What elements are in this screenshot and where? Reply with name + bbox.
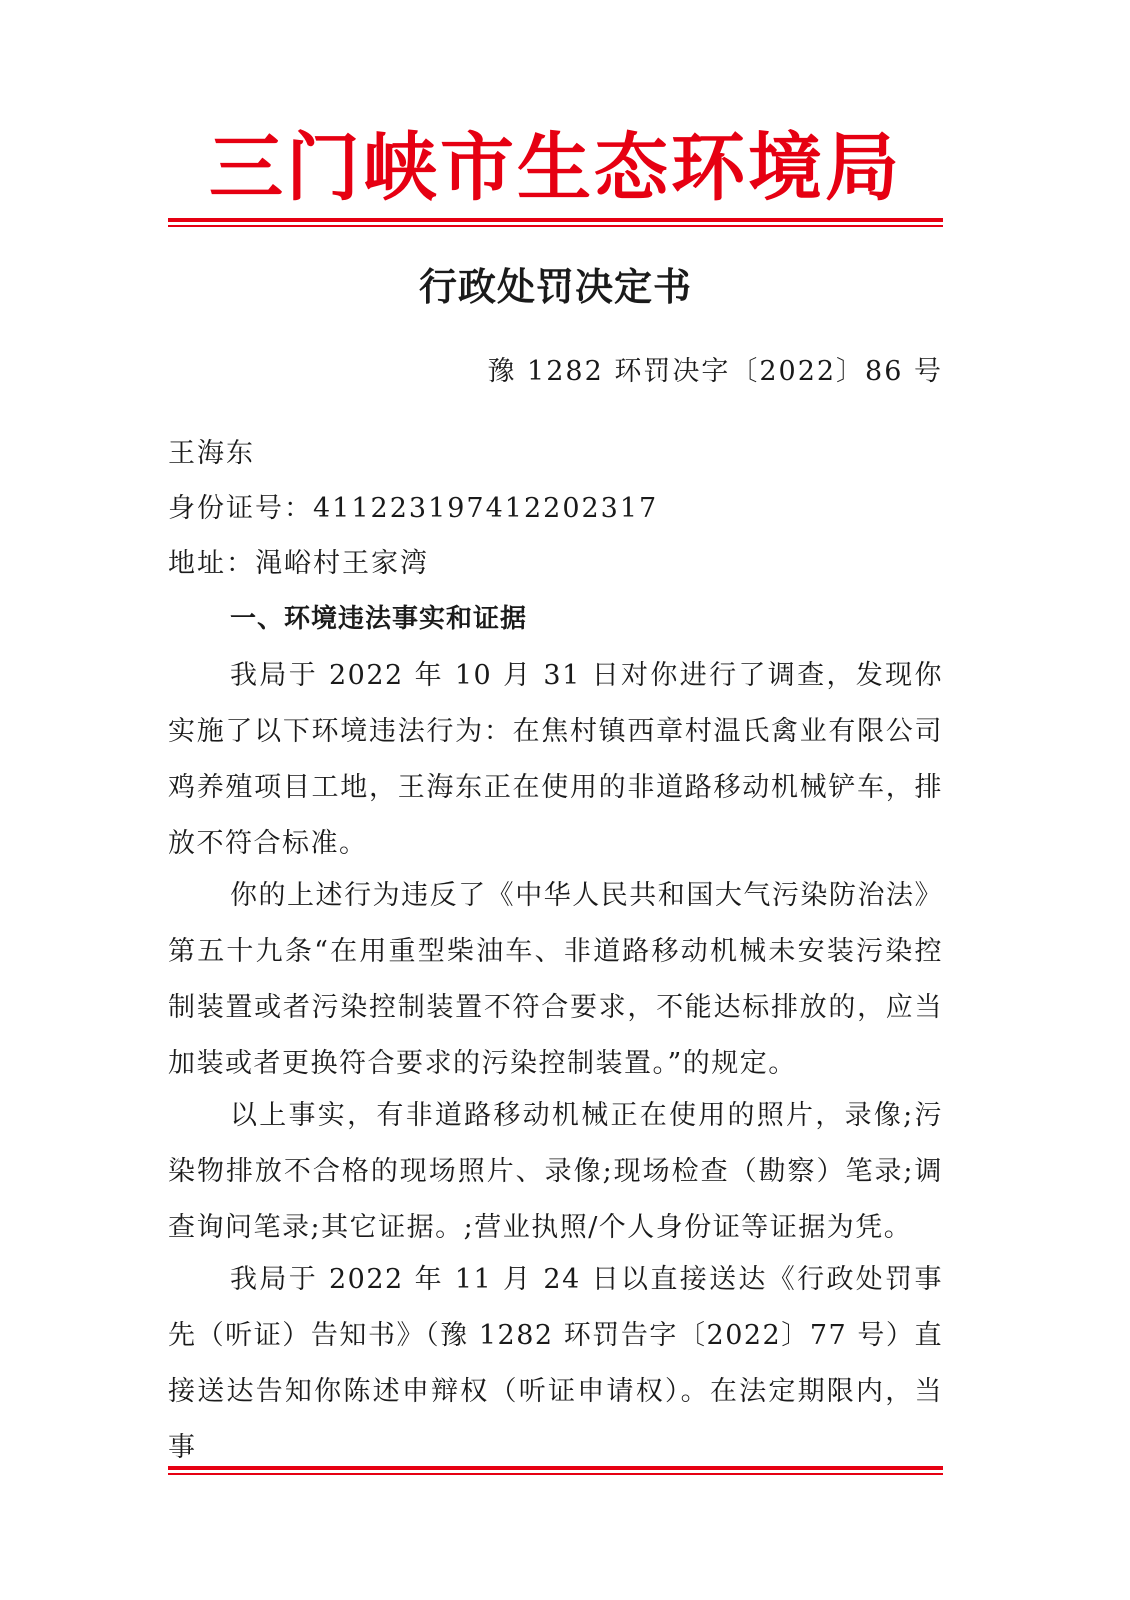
- header-red-rule: [168, 218, 943, 227]
- paragraph-notice-delivery: 我局于 2022 年 11 月 24 日以直接送达《行政处罚事先（听证）告知书》（豫 1282 环罚告字〔2022〕77 号）直接送达告知你陈述申辩权（听证申请权）。在法定期限内，当事: [168, 1264, 943, 1463]
- paragraph-investigation: 我局于 2022 年 10 月 31 日对你进行了调查，发现你实施了以下环境违法行为：在焦村镇西章村温氏禽业有限公司鸡养殖项目工地，王海东正在使用的非道路移动机械铲车，排放不符合标准。: [168, 660, 943, 859]
- rule-thin-line: [168, 225, 943, 227]
- paragraph-evidence: 以上事实，有非道路移动机械正在使用的照片，录像;污染物排放不合格的现场照片、录像;现场检查（勘察）笔录;调查询问笔录;其它证据。;营业执照/个人身份证等证据为凭。: [168, 1100, 943, 1243]
- rule-thin-line: [168, 1473, 943, 1475]
- party-name: 王海东: [168, 438, 255, 469]
- agency-header: 三门峡市生态环境局: [209, 125, 902, 211]
- party-address: 地址：渑峪村王家湾: [168, 548, 429, 579]
- document-title: 行政处罚决定书: [418, 264, 692, 309]
- document-number: 豫 1282 环罚决字〔2022〕86 号: [487, 356, 943, 387]
- paragraph-legal-violation: 你的上述行为违反了《中华人民共和国大气污染防治法》第五十九条“在用重型柴油车、非道路移动机械未安装污染控制装置或者污染控制装置不符合要求，不能达标排放的，应当加装或者更换符合要求的污染控制装置。”的规定。: [168, 880, 943, 1079]
- party-id-number: 身份证号：411223197412202317: [168, 493, 659, 524]
- footer-red-rule: [168, 1466, 943, 1475]
- section-heading: 一、环境违法事实和证据: [230, 604, 528, 634]
